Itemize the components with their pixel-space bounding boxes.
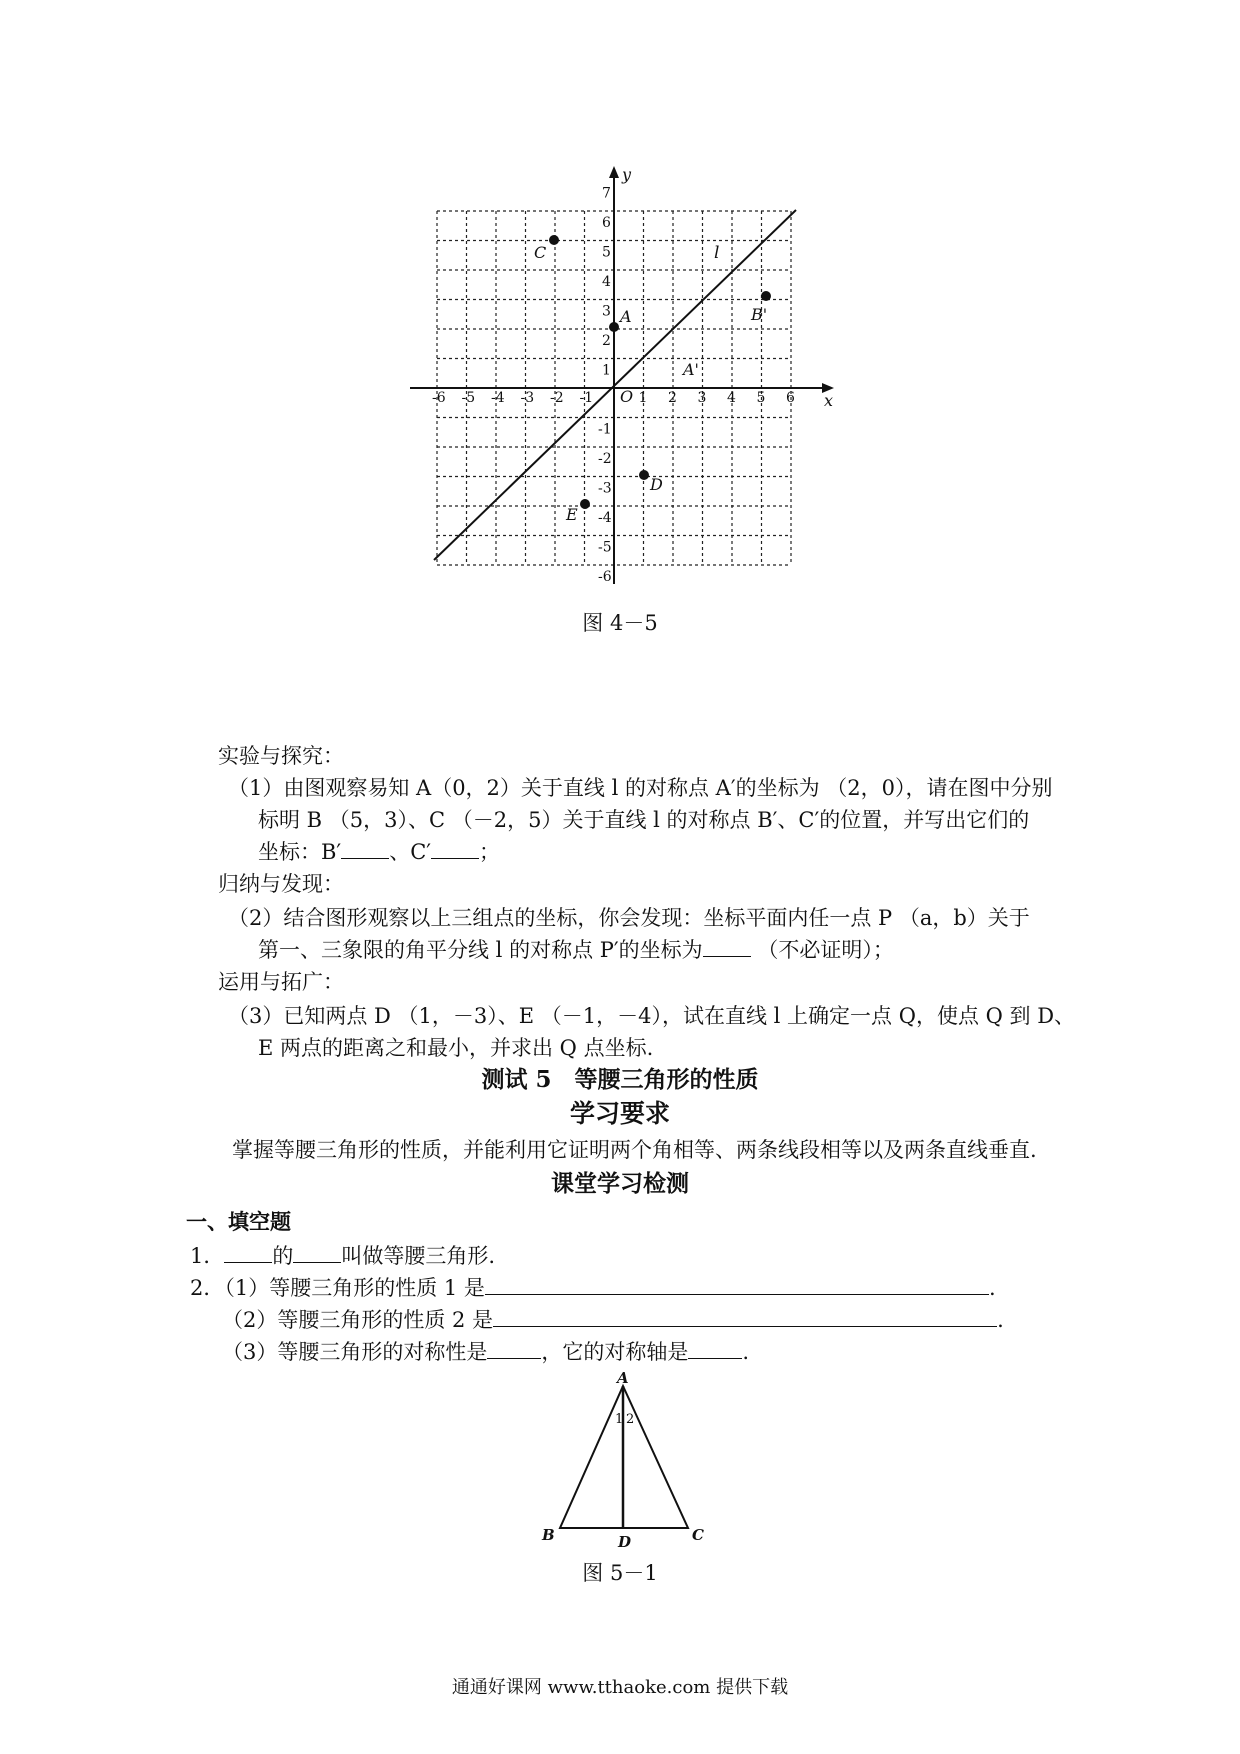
x-tick-label: 1	[638, 390, 648, 406]
answer-blank-1a[interactable]	[224, 1242, 272, 1263]
line-l-label: l	[714, 243, 720, 263]
point-d	[639, 470, 649, 480]
y-tick-label: 6	[602, 215, 611, 231]
y-tick-label: 5	[602, 244, 611, 261]
x-tick-label: -5	[461, 390, 476, 406]
fill-question-1: 1． 的 叫做等腰三角形.	[190, 1244, 496, 1268]
experiment-heading: 实验与探究：	[218, 744, 344, 768]
point-e	[580, 499, 590, 509]
x-tick-label: 5	[756, 390, 766, 406]
angle-1-label: 1	[615, 1412, 624, 1427]
x-tick-label: -3	[520, 390, 535, 406]
requirements-text: 掌握等腰三角形的性质，并能利用它证明两个角相等、两条线段相等以及两条直线垂直.	[232, 1138, 1037, 1162]
fill-question-2-3: （3）等腰三角形的对称性是 ，它的对称轴是 .	[222, 1340, 750, 1364]
y-tick-label: 1	[602, 362, 611, 379]
point-d-label: D	[650, 475, 663, 494]
figure-5-1	[520, 1370, 720, 1590]
question-1-line-1: （1）由图观察易知 A（0，2）关于直线 l 的对称点 A′的坐标为 （2，0），请在图中分别	[228, 776, 1053, 800]
question-1-line-2: 标明 B （5，3）、C （－2，5）关于直线 l 的对称点 B′、C′的位置，并写出它们的	[258, 808, 1030, 832]
y-tick-label: -1	[598, 421, 612, 438]
point-b-label: B'	[751, 305, 768, 324]
footer-text: 通通好课网 www.tthaoke.com 提供下载	[451, 1677, 789, 1698]
point-e-label: E	[566, 505, 578, 524]
point-c-label: C	[534, 243, 547, 262]
point-c	[549, 235, 559, 245]
answer-blank-2-1[interactable]	[485, 1274, 989, 1295]
answer-blank-1b[interactable]	[293, 1242, 341, 1263]
figure-4-5	[0, 0, 1240, 640]
x-tick-label: -4	[491, 390, 505, 406]
y-tick-label: -5	[598, 539, 612, 556]
y-tick-label: -4	[598, 510, 612, 526]
y-tick-label: 3	[602, 303, 611, 320]
y-tick-label: 2	[602, 333, 611, 349]
induction-heading: 归纳与发现：	[218, 872, 344, 896]
requirements-title: 学习要求	[569, 1099, 670, 1128]
vertex-c-label: C	[692, 1526, 704, 1544]
answer-blank-c-prime[interactable]	[431, 838, 479, 859]
question-2-line-2: 第一、三象限的角平分线 l 的对称点 P′的坐标为 （不必证明）；	[258, 938, 894, 962]
fill-question-2-2: （2）等腰三角形的性质 2 是 .	[222, 1308, 1004, 1332]
answer-blank-2-3a[interactable]	[487, 1338, 541, 1359]
question-3-line-1: （3）已知两点 D （1，－3）、E （－1，－4），试在直线 l 上确定一点 Q，使点 Q 到 D、	[228, 1004, 1076, 1028]
point-a-label: A	[620, 307, 632, 326]
origin-label: O	[620, 387, 634, 406]
y-tick-label: -3	[598, 480, 612, 497]
x-tick-label: 4	[727, 390, 736, 406]
answer-blank-b-prime[interactable]	[341, 838, 389, 859]
point-b	[761, 291, 771, 301]
y-axis-arrow	[609, 166, 619, 178]
answer-blank-2-3b[interactable]	[688, 1338, 742, 1359]
question-2-line-1: （2）结合图形观察以上三组点的坐标，你会发现：坐标平面内任一点 P （a，b）关于	[228, 906, 1030, 930]
x-axis-label: x	[824, 391, 834, 410]
answer-blank-p-prime[interactable]	[703, 936, 751, 957]
point-d-label: D	[618, 1533, 632, 1551]
vertex-a-label: A	[617, 1370, 629, 1387]
fill-in-section-heading: 一、填空题	[186, 1210, 291, 1234]
question-1-line-3: 坐标：B′ 、C′ ；	[258, 840, 501, 864]
label-b-prime: 坐标：B′	[258, 840, 342, 864]
classroom-check-title: 课堂学习检测	[551, 1170, 689, 1197]
point-a-prime-label: A'	[683, 360, 699, 379]
y-axis-label: y	[622, 165, 632, 184]
x-tick-label: 3	[697, 390, 707, 406]
y-tick-label: 4	[602, 274, 611, 290]
fill-question-2-1: 2．（1）等腰三角形的性质 1 是 .	[190, 1276, 996, 1300]
application-heading: 运用与拓广：	[218, 970, 344, 994]
label-c-prime: 、C′	[389, 840, 432, 864]
x-tick-label: -6	[432, 390, 446, 406]
y-tick-label: -6	[598, 569, 612, 585]
answer-blank-2-2[interactable]	[493, 1306, 997, 1327]
x-tick-label: -2	[550, 390, 564, 406]
x-tick-label: 6	[786, 390, 795, 406]
y-tick-label: -2	[598, 451, 612, 467]
x-tick-label: -1	[579, 390, 594, 406]
y-tick-label: 7	[602, 185, 611, 202]
figure-5-1-caption: 图 5－1	[582, 1561, 658, 1585]
point-a	[609, 322, 619, 332]
figure-4-5-caption: 图 4－5	[582, 611, 658, 635]
test-5-title: 测试 5 等腰三角形的性质	[481, 1066, 759, 1093]
question-3-line-2: E 两点的距离之和最小，并求出 Q 点坐标.	[258, 1036, 654, 1060]
x-tick-label: 2	[668, 390, 677, 406]
vertex-b-label: B	[542, 1526, 555, 1544]
angle-2-label: 2	[626, 1412, 635, 1427]
